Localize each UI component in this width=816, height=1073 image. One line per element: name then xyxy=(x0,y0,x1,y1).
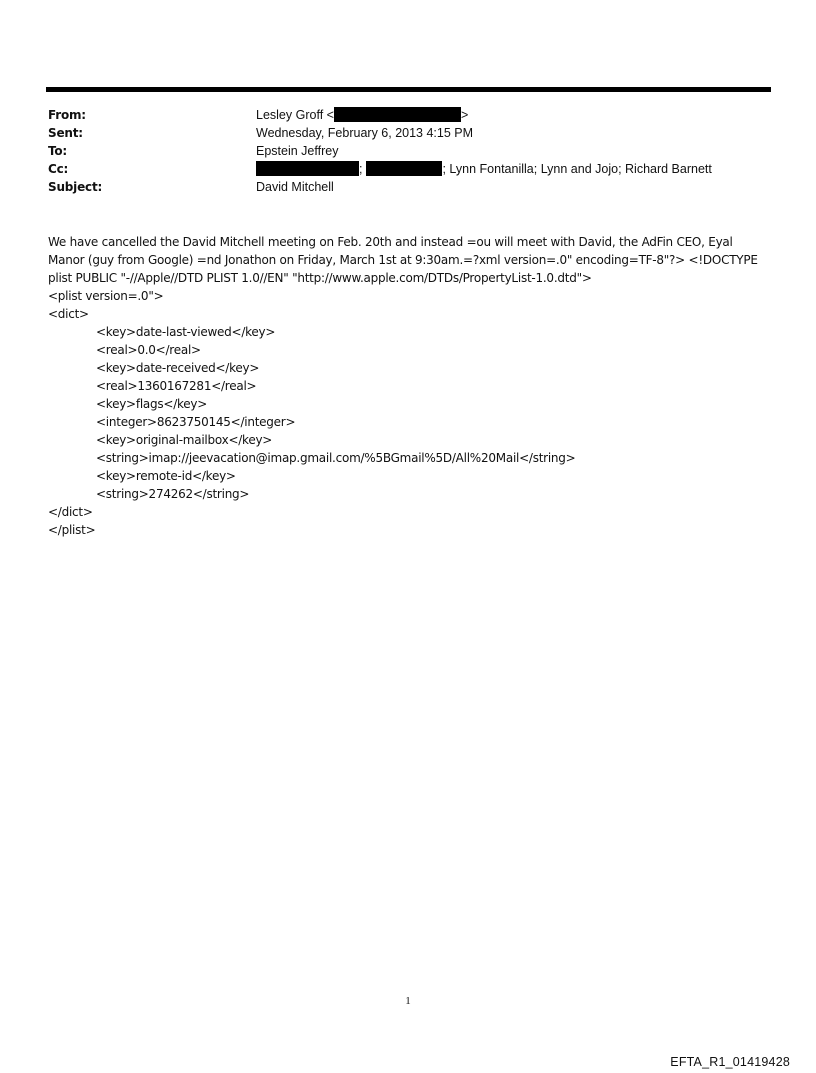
plist-line: <key>original-mailbox</key> xyxy=(96,433,273,447)
cc-separator: ; xyxy=(359,162,363,176)
top-rule xyxy=(46,87,771,92)
to-label: To: xyxy=(48,144,68,158)
plist-line: <key>flags</key> xyxy=(96,397,208,411)
body-line: We have cancelled the David Mitchell meeting on Feb. 20th and instead =ou will meet with David, the AdFin CEO, Eyal xyxy=(48,235,733,249)
from-close: > xyxy=(460,108,469,122)
cc-label: Cc: xyxy=(48,162,69,176)
from-value xyxy=(256,106,468,124)
body-line: <dict> xyxy=(48,307,89,321)
plist-line: <string>imap://jeevacation@imap.gmail.com/%5BGmail%5D/All%20Mail</string> xyxy=(96,451,576,465)
body-line: </plist> xyxy=(48,523,96,537)
sent-value: Wednesday, February 6, 2013 4:15 PM xyxy=(256,126,474,140)
plist-line: <key>date-received</key> xyxy=(96,361,260,375)
plist-line: <key>date-last-viewed</key> xyxy=(96,325,276,339)
page-number: 1 xyxy=(405,995,411,1007)
plist-line: <real>0.0</real> xyxy=(96,343,201,357)
to-value: Epstein Jeffrey xyxy=(256,144,339,158)
redaction-box xyxy=(256,161,359,176)
plist-line: <real>1360167281</real> xyxy=(96,379,257,393)
from-name: Lesley Groff < xyxy=(256,108,334,122)
to-row xyxy=(48,142,778,160)
from-label: From: xyxy=(48,108,86,122)
subject-value: David Mitchell xyxy=(256,180,334,194)
body-line: </dict> xyxy=(48,505,93,519)
subject-label: Subject: xyxy=(48,180,103,194)
subject-row xyxy=(48,178,778,196)
plist-line: <integer>8623750145</integer> xyxy=(96,415,296,429)
body-line: <plist version=.0"> xyxy=(48,289,164,303)
sent-label: Sent: xyxy=(48,126,83,140)
email-header xyxy=(48,106,778,196)
cc-row xyxy=(48,160,778,178)
redaction-box xyxy=(366,161,442,176)
redaction-box xyxy=(334,107,461,122)
plist-line: <string>274262</string> xyxy=(96,487,250,501)
cc-recipients: ; Lynn Fontanilla; Lynn and Jojo; Richard Barnett xyxy=(442,162,712,176)
body-line: plist PUBLIC "-//Apple//DTD PLIST 1.0//EN" "http://www.apple.com/DTDs/PropertyList-1.0.dtd"> xyxy=(48,271,592,285)
from-row xyxy=(48,106,778,124)
body-line: Manor (guy from Google) =nd Jonathon on Friday, March 1st at 9:30am.=?xml version=.0" encoding=TF-8"?> <!DOCTYPE xyxy=(48,253,758,267)
plist-line: <key>remote-id</key> xyxy=(96,469,236,483)
sent-row xyxy=(48,124,778,142)
bates-number: EFTA_R1_01419428 xyxy=(670,1055,790,1069)
email-body xyxy=(48,233,778,539)
cc-value xyxy=(256,160,712,178)
